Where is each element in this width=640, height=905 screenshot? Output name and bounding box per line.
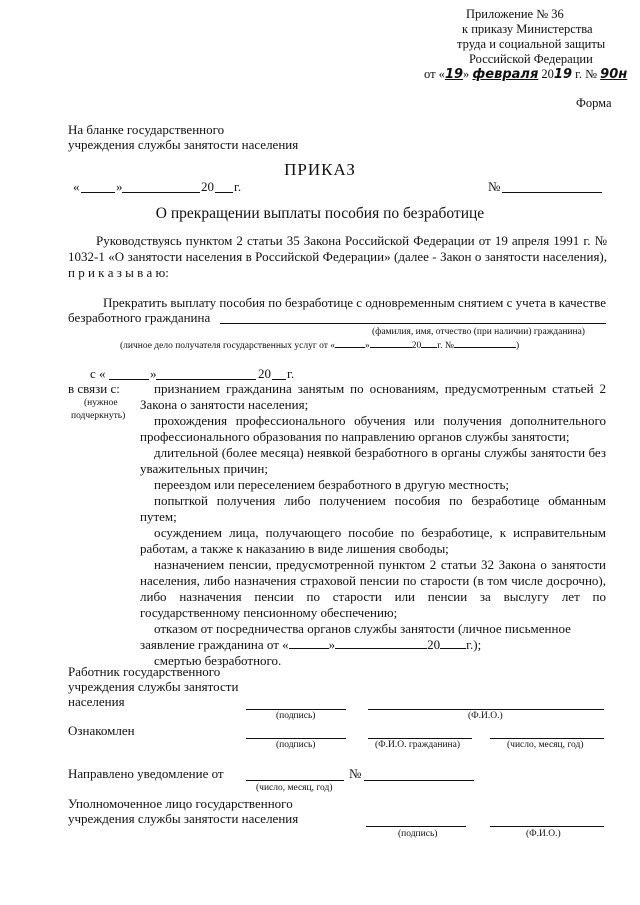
refusal-line-2-mid: »: [328, 637, 336, 652]
refusal-year-blank[interactable]: [440, 648, 466, 649]
preamble: Руководствуясь пунктом 2 статьи 35 Закона Российской Федерации от 19 апреля 1991 г. № 1032-1 «О занятости населения в Российской Федерации» (далее - Закон о занятости населения), п р и к а з ы в а ю:: [68, 233, 607, 280]
case-month-blank[interactable]: [370, 347, 412, 348]
appendix-year-prefix: 20: [541, 67, 554, 81]
appendix-date-from: от «: [424, 67, 445, 81]
notice-date-hint: (число, месяц, год): [256, 783, 333, 793]
case-hint-g: г. №: [437, 341, 454, 351]
case-hint: [120, 341, 519, 352]
reason-item[interactable]: назначением пенсии, предусмотренной пунктом 2 статьи 32 Закона о занятости населения, либо назначения страховой пенсии по старости (в том числе досрочно), либо назначения пенсии по старости или пенсии за выслугу лет по государственному пенсионному обеспечению;: [140, 557, 606, 620]
case-hint-prefix: (личное дело получателя государственных услуг от «: [120, 341, 336, 351]
order-title: ПРИКАЗ: [284, 160, 356, 179]
order-date-open: «: [73, 179, 80, 194]
worker-fio-blank[interactable]: [368, 709, 604, 710]
acquainted-date-blank[interactable]: [490, 738, 604, 739]
case-hint-mid: »: [365, 341, 370, 351]
form-label: Форма: [576, 96, 612, 110]
order-number-blank[interactable]: [502, 192, 602, 193]
appendix-month-handwritten: февраля: [472, 67, 539, 82]
since-year-20: 20: [258, 366, 271, 381]
letterhead-line-2: учреждения службы занятости населения: [68, 137, 299, 152]
acquainted-date-hint: (число, месяц, год): [507, 740, 584, 750]
case-year-blank[interactable]: [421, 347, 437, 348]
since-year-g: г.: [287, 366, 295, 381]
refusal-line-2-prefix: заявление гражданина от «: [140, 637, 289, 652]
reason-item[interactable]: прохождения профессионального обучения или получения дополнительного профессионального образования по направлению органов службы занятости;: [140, 413, 606, 444]
notice-date-blank[interactable]: [246, 780, 344, 781]
reason-item[interactable]: признанием гражданина занятым по основаниям, предусмотренным статьей 2 Закона о занятости населения;: [140, 381, 606, 412]
refusal-line-2-g: г.);: [466, 637, 482, 652]
reason-item-refusal[interactable]: [140, 621, 606, 637]
order-year-g: г.: [234, 179, 242, 194]
reason-item[interactable]: длительной (более месяца) неявкой безработного в органы службы занятости без уважительных причин;: [140, 445, 606, 476]
case-number-blank[interactable]: [454, 347, 516, 348]
authorized-line-1: Уполномоченное лицо государственного: [68, 796, 293, 811]
worker-fio-hint: (Ф.И.О.): [468, 711, 503, 721]
authorized-fio-blank[interactable]: [490, 826, 604, 827]
reason-item[interactable]: переездом или переселением безработного в другую местность;: [154, 477, 510, 492]
appendix-date: [424, 67, 627, 82]
citizen-fio-blank[interactable]: [220, 323, 606, 324]
order-number-sign: №: [488, 179, 501, 194]
order-year-20: 20: [201, 179, 214, 194]
worker-line-1: Работник государственного: [68, 664, 221, 679]
reasons-list: [140, 381, 606, 669]
appendix-number-handwritten: 90н: [600, 67, 628, 82]
acquainted-fio-hint: (Ф.И.О. гражданина): [375, 740, 460, 750]
reasons-hint-2: подчеркнуть): [71, 411, 126, 421]
notice-label: Направлено уведомление от: [68, 766, 224, 781]
since-year-blank[interactable]: [272, 379, 286, 380]
reason-item-death[interactable]: смертью безработного.: [154, 653, 282, 668]
since-prefix: с «: [90, 366, 106, 381]
refusal-month-blank[interactable]: [335, 648, 427, 649]
authorized-line-2: учреждения службы занятости населения: [68, 811, 299, 826]
appendix-line-4: Российской Федерации: [469, 52, 593, 66]
since-day-blank[interactable]: [109, 379, 149, 380]
acquainted-sign-blank[interactable]: [246, 738, 346, 739]
case-day-blank[interactable]: [335, 347, 365, 348]
appendix-line-3: труда и социальной защиты: [457, 37, 606, 51]
reasons-hint-1: (нужное: [84, 398, 118, 408]
reasons-label: в связи с:: [68, 381, 120, 396]
reason-item[interactable]: осуждением лица, получающего пособие по безработице, к исправительным работам, а также к наказанию в виде лишения свободы;: [140, 525, 606, 556]
order-subtitle: О прекращении выплаты пособия по безработице: [155, 205, 485, 222]
citizen-fio-hint: (фамилия, имя, отчество (при наличии) гражданина): [372, 327, 585, 337]
worker-sign-hint: (подпись): [276, 711, 316, 721]
authorized-sign-hint: (подпись): [398, 829, 438, 839]
since-mid: »: [150, 366, 157, 381]
decree-line-1: Прекратить выплату пособия по безработице с одновременным снятием с учета в качестве: [103, 295, 607, 310]
acquainted-sign-hint: (подпись): [276, 740, 316, 750]
appendix-line-2: к приказу Министерства: [462, 22, 593, 36]
decree-line-2: безработного гражданина: [68, 310, 211, 325]
appendix-close-quote: »: [463, 67, 470, 81]
appendix-line-1: Приложение № 36: [466, 7, 564, 21]
order-day-blank[interactable]: [81, 192, 115, 193]
notice-number-blank[interactable]: [364, 780, 474, 781]
acquainted-fio-blank[interactable]: [368, 738, 472, 739]
refusal-line-2-20: 20: [427, 637, 441, 652]
appendix-year-handwritten: 19: [553, 67, 573, 82]
reason-item[interactable]: попыткой получения либо получением пособия по безработице обманным путем;: [140, 493, 606, 524]
authorized-fio-hint: (Ф.И.О.): [526, 829, 561, 839]
worker-line-3: населения: [68, 694, 125, 709]
since-month-blank[interactable]: [156, 379, 256, 380]
order-year-blank[interactable]: [215, 192, 233, 193]
refusal-line-1: отказом от посредничества органов службы занятости (личное письменное: [154, 621, 571, 636]
refusal-line-2: [140, 637, 606, 653]
notice-number-sign: №: [349, 766, 362, 781]
case-hint-close: ): [515, 341, 520, 351]
acquainted-label: Ознакомлен: [68, 723, 135, 738]
case-hint-20: 20: [411, 341, 422, 351]
appendix-year-suffix: г. №: [575, 67, 598, 81]
order-date-mid: »: [116, 179, 123, 194]
refusal-day-blank[interactable]: [289, 648, 329, 649]
appendix-day-handwritten: 19: [444, 67, 464, 82]
authorized-sign-blank[interactable]: [366, 826, 466, 827]
letterhead-line-1: На бланке государственного: [68, 122, 225, 137]
order-month-blank[interactable]: [122, 192, 200, 193]
worker-line-2: учреждения службы занятости: [68, 679, 239, 694]
worker-sign-blank[interactable]: [246, 709, 346, 710]
